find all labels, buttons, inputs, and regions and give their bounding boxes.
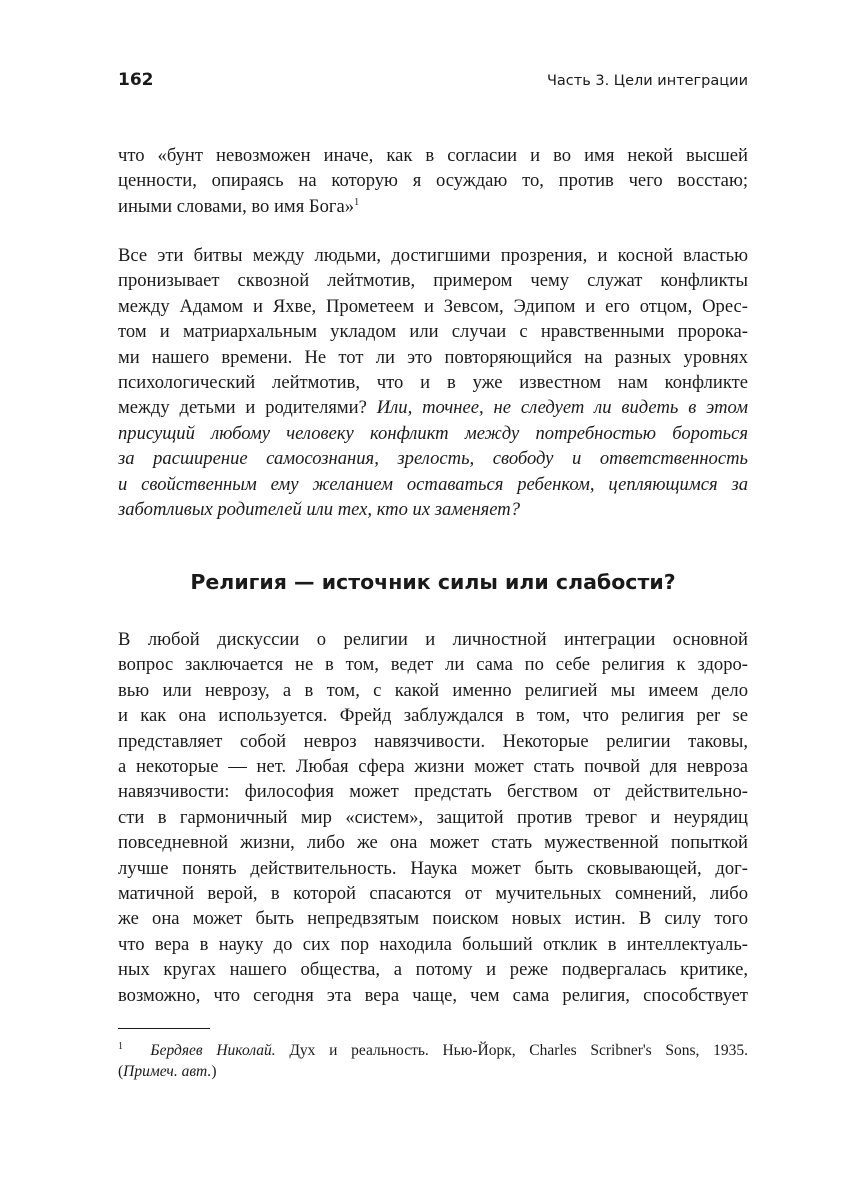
page-number: 162 (118, 70, 154, 90)
text-line: В любой дискуссии о религии и личностной интеграции основной (118, 629, 748, 650)
text-line: вью или неврозу, а в том, с какой именно религией мы имеем дело (118, 679, 748, 701)
footnote-note: Примеч. авт. (123, 1063, 212, 1080)
italic-text: Или, точнее, не следует ли видеть в этом (376, 397, 748, 419)
footnote-line (118, 1040, 748, 1061)
text-line: возможно, что сегодня эта вера чаще, чем сама религия, способствует (118, 984, 748, 1006)
text-line: матичной верой, в которой спасаются от мучительных сомнений, либо (118, 883, 748, 905)
running-head: Часть 3. Цели интеграции (546, 73, 748, 89)
text-line: том и матриархальным укладом или случаи с нравственными пророка- (118, 321, 748, 343)
section-heading: Религия — источник силы или слабости? (190, 570, 676, 594)
text-line: ми нашего времени. Не тот ли это повторяющийся на разных уровнях (118, 346, 748, 368)
text-line (118, 194, 748, 219)
footnote-number: 1 (118, 1040, 123, 1052)
text-line: что вера в науку до сих пор находила больший отклик в интеллектуаль- (118, 933, 748, 955)
text-line: вопрос заключается не в том, ведет ли сама по себе религия к здоро- (118, 654, 748, 676)
text-line-mixed (118, 395, 748, 420)
text-line: между Адамом и Яхве, Прометеем и Зевсом, Эдипом и его отцом, Орес- (118, 295, 748, 317)
text-line: повседневной жизни, либо же она может стать мужественной попыткой (118, 832, 748, 854)
footnote-reference[interactable]: 1 (354, 196, 360, 208)
text-line: и как она используется. Фрейд заблуждался в том, что религия per se (118, 705, 748, 727)
paragraph-2 (118, 243, 748, 522)
text-line: Все эти битвы между людьми, достигшими прозрения, и косной властью (118, 245, 748, 266)
footnote-text: Дух и реальность. Нью-Йорк, Charles Scribner's Sons, 1935. (275, 1042, 748, 1059)
text-line: что «бунт невозможен иначе, как в согласии и во имя некой высшей (118, 145, 748, 166)
plain-text: между детьми и родителями? (118, 397, 377, 419)
text-line: пронизывает сквозной лейтмотив, примером чему служат конфликты (118, 270, 748, 292)
footnote (118, 1040, 748, 1082)
footnote-author: Бердяев Николай. (150, 1042, 276, 1059)
text-line-content: иными словами, во имя Бога» (118, 195, 355, 217)
paragraph-3 (118, 627, 748, 1008)
text-line: лучше понять действительность. Наука может быть сковывающей, дог- (118, 857, 748, 879)
paragraph-1 (118, 143, 748, 219)
footnote-divider (118, 1028, 210, 1029)
text-line: ных кругах нашего общества, а потому и реже подвергалась критике, (118, 959, 748, 981)
italic-line: заботливых родителей или тех, кто их заменяет? (118, 499, 521, 521)
text-line: сти в гармоничный мир «систем», защитой против тревог и неурядиц (118, 806, 748, 828)
footnote-paren: ) (211, 1063, 217, 1080)
text-line: представляет собой невроз навязчивости. Некоторые религии таковы, (118, 730, 748, 752)
italic-line: и свойственным ему желанием оставаться ребенком, цепляющимся за (118, 473, 748, 495)
text-line: а некоторые — нет. Любая сфера жизни может стать почвой для невроза (118, 756, 748, 778)
italic-line: за расширение самосознания, зрелость, свободу и ответственность (118, 448, 748, 470)
italic-line: присущий любому человеку конфликт между потребностью бороться (118, 422, 748, 444)
text-line: же она может быть непредвзятым поиском новых истин. В силу того (118, 908, 748, 930)
text-line: ценности, опираясь на которую я осуждаю то, против чего восстаю; (118, 170, 748, 192)
footnote-paren: ( (118, 1063, 124, 1080)
text-line: психологический лейтмотив, что и в уже известном нам конфликте (118, 372, 748, 394)
footnote-line (118, 1061, 748, 1082)
text-line: навязчивости: философия может предстать бегством от действительно- (118, 781, 748, 803)
page-header (118, 70, 748, 90)
